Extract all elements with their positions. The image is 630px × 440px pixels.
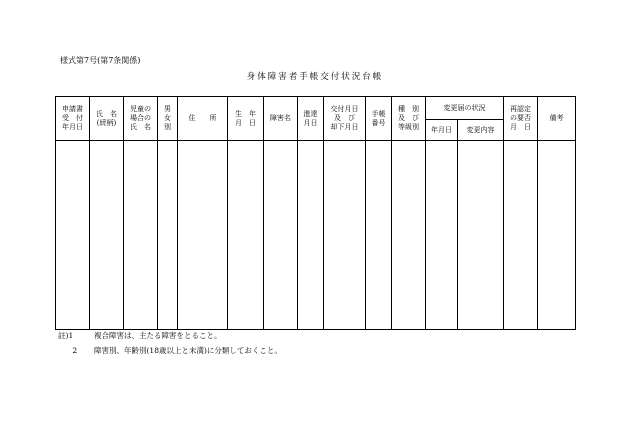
register-table (55, 96, 576, 330)
cell-issue-date (324, 141, 366, 330)
header-change-content: 変更内容 (458, 120, 504, 141)
header-disability: 障害名 (264, 97, 298, 141)
cell-application-date (56, 141, 90, 330)
header-change-status: 変更届の状況 (426, 97, 504, 120)
table-body-row (56, 141, 576, 330)
cell-transfer-date (298, 141, 324, 330)
cell-birth-date (228, 141, 264, 330)
header-transfer-date: 進達 月日 (298, 97, 324, 141)
header-name: 氏 名 (続柄) (90, 97, 124, 141)
cell-sex (158, 141, 178, 330)
cell-handbook-number (366, 141, 392, 330)
header-remarks: 備考 (538, 97, 576, 141)
cell-guardian-name (124, 141, 158, 330)
cell-address (178, 141, 228, 330)
cell-type-grade (392, 141, 426, 330)
notes (58, 328, 282, 358)
form-number: 様式第7号(第7条関係) (60, 56, 141, 65)
header-change-date: 年月日 (426, 120, 458, 141)
cell-remarks (538, 141, 576, 330)
header-recertification: 再認定 の要否 月 日 (504, 97, 538, 141)
document-title: 身体障害者手帳交付状況台帳 (246, 72, 384, 82)
header-application-date: 申請書 受 付 年月日 (56, 97, 90, 141)
notes-prefix: 註)1 (58, 331, 74, 340)
cell-disability (264, 141, 298, 330)
cell-change-content (458, 141, 504, 330)
header-birth-date: 生 年 月 日 (228, 97, 264, 141)
cell-recertification (504, 141, 538, 330)
note-2-indent: 2 (72, 346, 78, 355)
cell-change-date (426, 141, 458, 330)
header-sex: 男 女 別 (158, 97, 178, 141)
header-issue-date: 交付月日 及 び 却下月日 (324, 97, 366, 141)
header-address: 住 所 (178, 97, 228, 141)
note-2: 2 障害別、年齢別(18歳以上と未満)に分類しておくこと。 (58, 343, 282, 358)
header-guardian-name: 児童の 場合の 氏 名 (124, 97, 158, 141)
note-1: 註)1 複合障害は、主たる障害をとること。 (58, 328, 282, 343)
header-handbook-number: 手帳 番号 (366, 97, 392, 141)
header-type-grade: 種 別 及 び 等級別 (392, 97, 426, 141)
cell-name (90, 141, 124, 330)
